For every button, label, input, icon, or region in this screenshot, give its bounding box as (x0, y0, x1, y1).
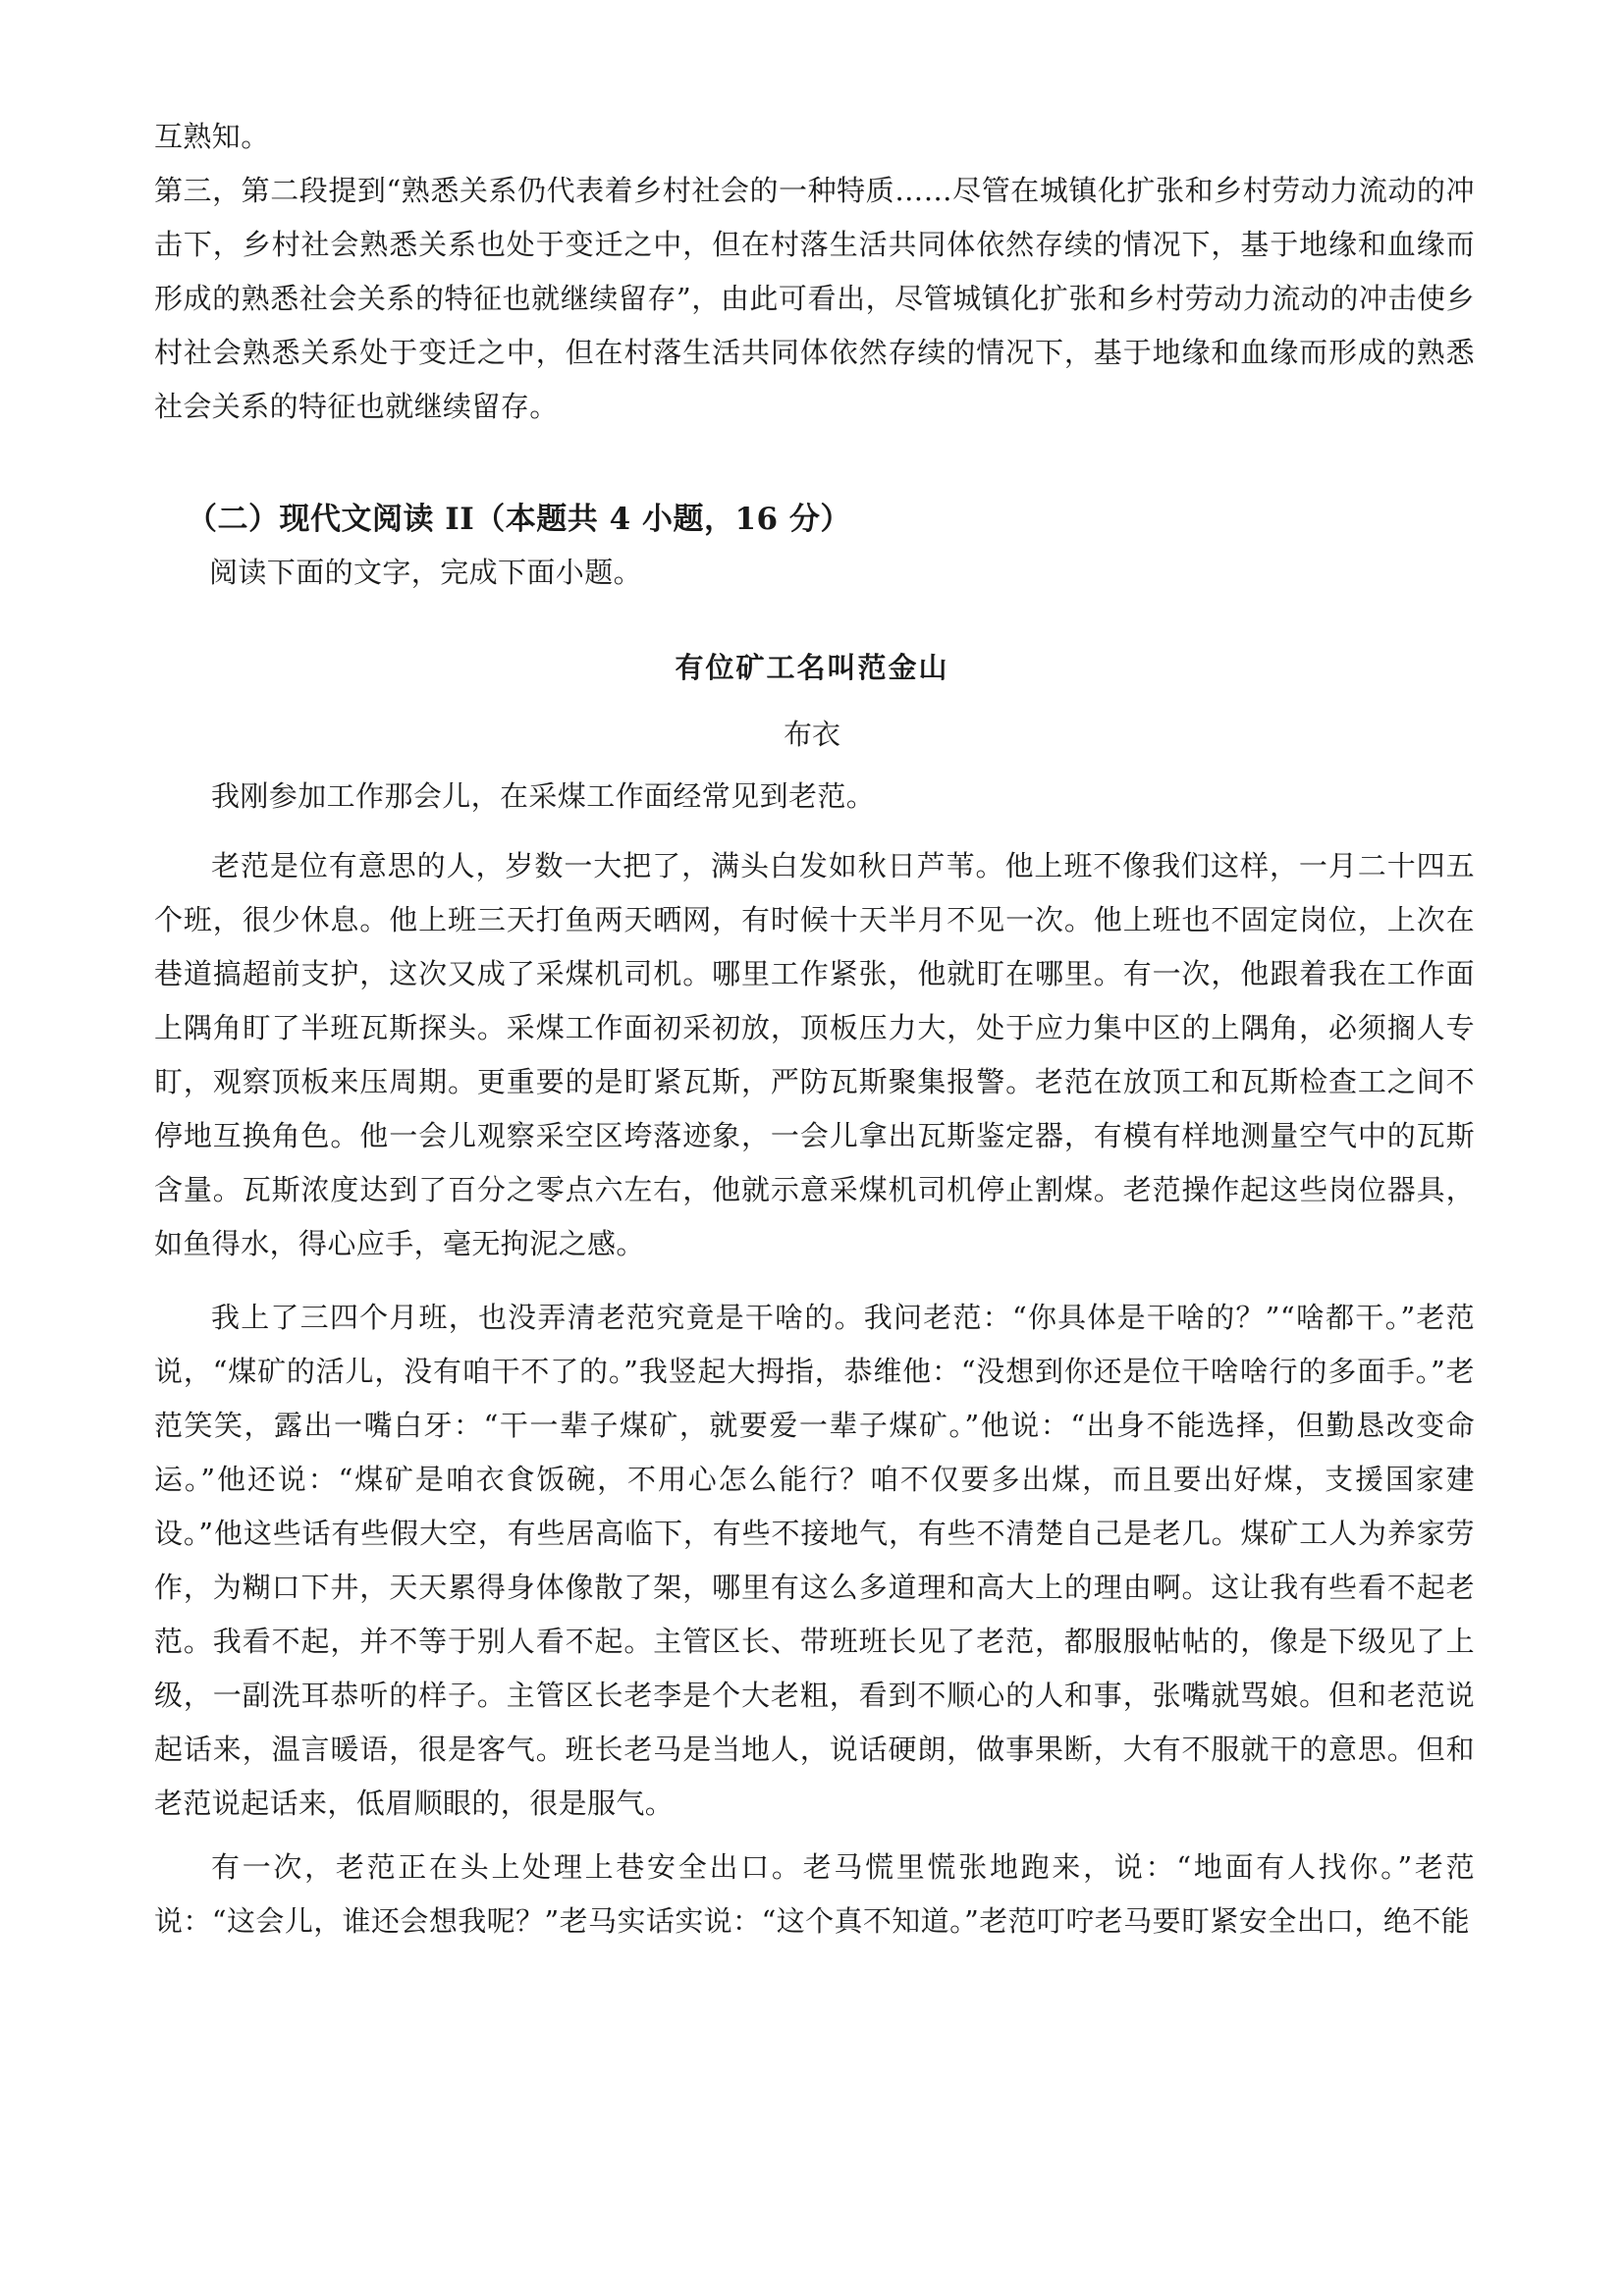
article-author: 布衣 (783, 718, 840, 751)
instruction-text: 阅读下面的文字，完成下面小题。 (209, 556, 643, 589)
section-heading: （二）现代文阅读 II（本题共 4 小题，16 分） (187, 502, 851, 537)
article-title: 有位矿工名叫范金山 (675, 651, 949, 684)
section-instruction (209, 546, 1387, 600)
article-paragraph-3: 我上了三四个月班，也没弄清老范究竟是干啥的。我问老范：“你具体是干啥的？”“啥都干。”老范说，“煤矿的活儿，没有咱干不了的。”我竖起大拇指，恭维他：“没想到你还是位干啥啥行的多面手。”老范笑笑，露出一嘴白牙：“干一辈子煤矿，就要爱一辈子煤矿。”他说：“出身不能选择，但勤恳改变命运。”他还说：“煤矿是咱衣食饭碗，不用心怎么能行？咱不仅要多出煤，而且要出好煤，支援国家建设。”他这些话有些假大空，有些居高临下，有些不接地气，有些不清楚自己是老几。煤矿工人为养家劳作，为糊口下井，天天累得身体像散了架，哪里有这么多道理和高大上的理由啊。这让我有些看不起老范。我看不起，并不等于别人看不起。主管区长、带班班长见了老范，都服服帖帖的，像是下级见了上级，一副洗耳恭听的样子。主管区长老李是个大老粗，看到不顺心的人和事，张嘴就骂娘。但和老范说起话来，温言暖语，很是客气。班长老马是当地人，说话硬朗，做事果断，大有不服就干的意思。但和老范说起话来，低眉顺眼的，很是服气。 (154, 1301, 1475, 1820)
previous-answer-block (154, 110, 1475, 434)
answer-line-continuation: 互熟知。 (154, 120, 270, 153)
article-paragraph-4: 有一次，老范正在头上处理上巷安全出口。老马慌里慌张地跑来，说：“地面有人找你。”老范说：“这会儿，谁还会想我呢？”老马实话实说：“这个真不知道。”老范叮咛老马要盯紧安全出口，绝不能 (154, 1850, 1475, 1938)
article-paragraph-2: 老范是位有意思的人，岁数一大把了，满头白发如秋日芦苇。他上班不像我们这样，一月二十四五个班，很少休息。他上班三天打鱼两天晒网，有时候十天半月不见一次。他上班也不固定岗位，上次在巷道搞超前支护，这次又成了采煤机司机。哪里工作紧张，他就盯在哪里。有一次，他跟着我在工作面上隅角盯了半班瓦斯探头。采煤工作面初采初放，顶板压力大，处于应力集中区的上隅角，必须搁人专盯，观察顶板来压周期。更重要的是盯紧瓦斯，严防瓦斯聚集报警。老范在放顶工和瓦斯检查工之间不停地互换角色。他一会儿观察采空区垮落迹象，一会儿拿出瓦斯鉴定器，有模有样地测量空气中的瓦斯含量。瓦斯浓度达到了百分之零点六左右，他就示意采煤机司机停止割煤。老范操作起这些岗位器具，如鱼得水，得心应手，毫无拘泥之感。 (154, 849, 1475, 1260)
article-paragraph-1: 我刚参加工作那会儿，在采煤工作面经常见到老范。 (211, 779, 876, 813)
answer-point-three: 第三，第二段提到“熟悉关系仍代表着乡村社会的一种特质……尽管在城镇化扩张和乡村劳动力流动的冲击下，乡村社会熟悉关系也处于变迁之中，但在村落生活共同体依然存续的情况下，基于地缘和血缘而形成的熟悉社会关系的特征也就继续留存”，由此可看出，尽管城镇化扩张和乡村劳动力流动的冲击使乡村社会熟悉关系处于变迁之中，但在村落生活共同体依然存续的情况下，基于地缘和血缘而形成的熟悉社会关系的特征也就继续留存。 (154, 174, 1475, 423)
article-body (154, 770, 1475, 1949)
